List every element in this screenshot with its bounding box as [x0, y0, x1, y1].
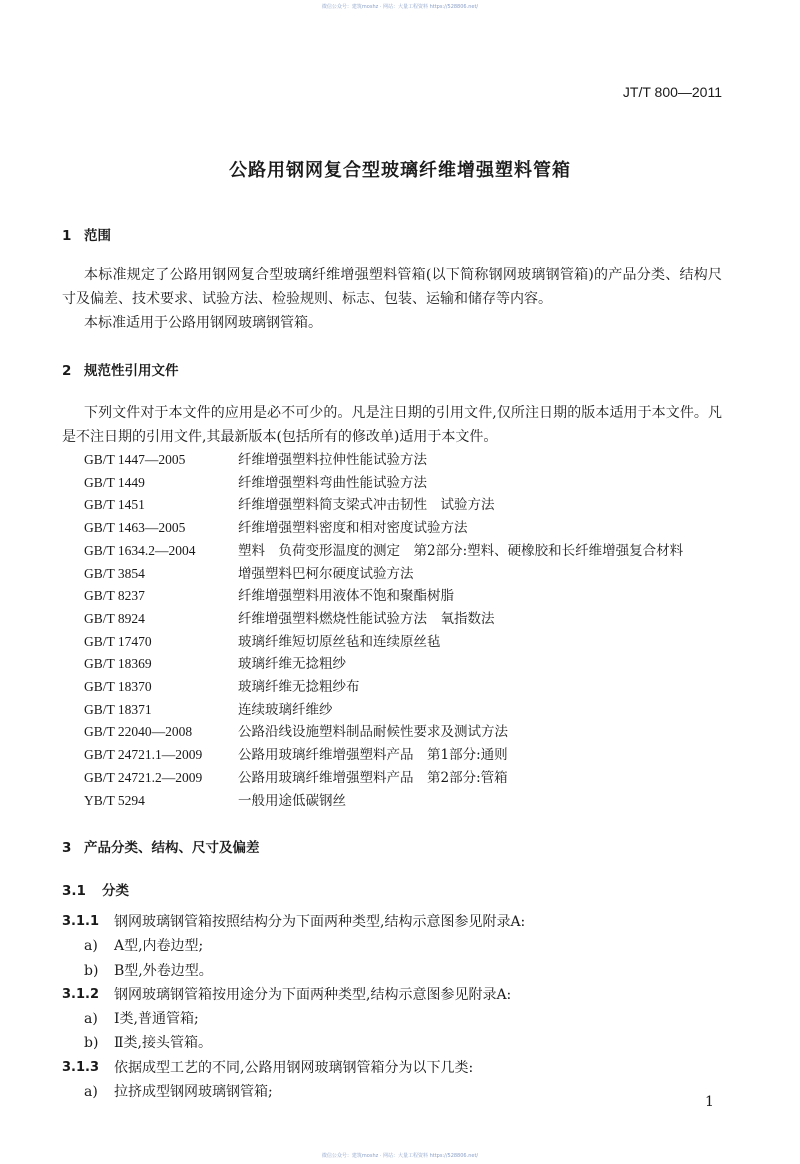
- reference-code: YB/T 5294: [84, 792, 145, 808]
- reference-title: 纤维增强塑料燃烧性能试验方法 氧指数法: [238, 610, 495, 627]
- list-item: [62, 1007, 525, 1031]
- section-number: 1: [62, 228, 72, 244]
- reference-item: [84, 676, 683, 699]
- section-title: 范围: [84, 228, 111, 244]
- document-title: 公路用钢网复合型玻璃纤维增强塑料管箱: [229, 160, 571, 181]
- page-number: 1: [705, 1094, 714, 1110]
- clause-text: 钢网玻璃钢管箱按照结构分为下面两种类型,结构示意图参见附录A:: [114, 914, 526, 930]
- reference-item: [84, 563, 683, 586]
- section-number: 3: [62, 840, 72, 856]
- section-3-1-heading: [62, 879, 129, 899]
- reference-item: [84, 608, 683, 631]
- section-3-1-body: [62, 910, 525, 1104]
- reference-code: GB/T 8237: [84, 588, 145, 604]
- reference-code: GB/T 1451: [84, 497, 145, 513]
- clause-number: 3.1.3: [62, 1059, 100, 1075]
- reference-title: 纤维增强塑料密度和相对密度试验方法: [238, 520, 468, 537]
- reference-item: [84, 631, 683, 654]
- reference-code: GB/T 3854: [84, 565, 145, 581]
- section-3-heading: [62, 836, 260, 856]
- item-label: a): [84, 1084, 98, 1101]
- reference-item: [84, 585, 683, 608]
- reference-code: GB/T 1447—2005: [84, 452, 186, 467]
- reference-code: GB/T 24721.2—2009: [84, 769, 203, 785]
- clause-number: 3.1.2: [62, 986, 100, 1002]
- paragraph: 下列文件对于本文件的应用是必不可少的。凡是注日期的引用文件,仅所注日期的版本适用于本文件。凡是不注日期的引用文件,其最新版本(包括所有的修改单)适用于本文件。: [62, 405, 722, 445]
- reference-title: 增强塑料巴柯尔硬度试验方法: [238, 565, 414, 582]
- reference-item: [84, 472, 683, 495]
- reference-code: GB/T 17470: [84, 633, 152, 649]
- section-title: 分类: [102, 883, 129, 899]
- reference-item: [84, 721, 683, 744]
- reference-code: GB/T 1463—2005: [84, 520, 186, 536]
- normative-references-list: [84, 449, 683, 812]
- section-2-body: [62, 401, 722, 449]
- list-item: [62, 959, 525, 983]
- reference-title: 公路沿线设施塑料制品耐候性要求及测试方法: [238, 724, 508, 741]
- section-number: 3.1: [62, 883, 86, 899]
- section-title: 规范性引用文件: [84, 363, 179, 379]
- reference-title: 纤维增强塑料用液体不饱和聚酯树脂: [238, 588, 454, 605]
- reference-item: [84, 744, 683, 767]
- clause-3-1-3: [62, 1056, 525, 1080]
- reference-code: GB/T 18369: [84, 656, 152, 672]
- reference-title: 塑料 负荷变形温度的测定 第2部分:塑料、硬橡胶和长纤维增强复合材料: [238, 542, 684, 559]
- reference-code: GB/T 18370: [84, 679, 152, 695]
- reference-item: [84, 767, 683, 790]
- reference-title: 连续玻璃纤维纱: [238, 701, 333, 718]
- section-1-heading: [62, 224, 111, 244]
- reference-code: GB/T 1449: [84, 474, 145, 490]
- paragraph: 本标准适用于公路用钢网玻璃钢管箱。: [84, 315, 322, 331]
- clause-text: 钢网玻璃钢管箱按用途分为下面两种类型,结构示意图参见附录A:: [114, 986, 512, 1003]
- reference-code: GB/T 1634.2—2004: [84, 542, 196, 558]
- reference-item: [84, 517, 683, 540]
- item-text: B型,外卷边型。: [114, 962, 213, 979]
- section-title: 产品分类、结构、尺寸及偏差: [84, 840, 260, 856]
- reference-item: [84, 540, 683, 563]
- reference-title: 公路用玻璃纤维增强塑料产品 第2部分:管箱: [238, 769, 508, 786]
- section-2-heading: [62, 359, 179, 379]
- watermark-top: 微信公众号：建筑moshz · 网站：大量工程资料 https://528806.net/: [321, 4, 479, 10]
- reference-title: 公路用玻璃纤维增强塑料产品 第1部分:通则: [238, 747, 508, 764]
- watermark-bottom: 微信公众号：建筑moshz · 网站：大量工程资料 https://528806.net/: [321, 1153, 479, 1159]
- reference-title: 玻璃纤维无捻粗纱布: [238, 679, 360, 696]
- list-item: [62, 1031, 525, 1055]
- clause-text: 依据成型工艺的不同,公路用钢网玻璃钢管箱分为以下几类:: [114, 1059, 474, 1076]
- standard-code-header: JT/T 800—2011: [622, 84, 722, 100]
- item-label: b): [84, 962, 99, 979]
- reference-title: 纤维增强塑料简支梁式冲击韧性 试验方法: [238, 497, 495, 514]
- clause-number: 3.1.1: [62, 914, 100, 929]
- reference-title: 玻璃纤维无捻粗纱: [238, 656, 346, 673]
- section-number: 2: [62, 363, 72, 379]
- reference-code: GB/T 24721.1—2009: [84, 747, 203, 763]
- clause-3-1-2: [62, 983, 525, 1007]
- item-text: 拉挤成型钢网玻璃钢管箱;: [114, 1084, 273, 1101]
- item-text: Ⅰ类,普通管箱;: [114, 1011, 199, 1028]
- item-label: a): [84, 938, 98, 955]
- section-1-body: [62, 263, 722, 335]
- reference-item: [84, 494, 683, 517]
- list-item: [62, 1080, 525, 1104]
- item-label: b): [84, 1035, 99, 1052]
- reference-item: [84, 790, 683, 813]
- item-label: a): [84, 1011, 98, 1028]
- reference-code: GB/T 18371: [84, 701, 152, 717]
- reference-item: [84, 699, 683, 722]
- reference-title: 玻璃纤维短切原丝毡和连续原丝毡: [238, 633, 441, 650]
- reference-title: 一般用途低碳钢丝: [238, 792, 346, 809]
- reference-code: GB/T 22040—2008: [84, 724, 193, 740]
- reference-title: 纤维增强塑料拉伸性能试验方法: [238, 452, 427, 468]
- clause-3-1-1: [62, 910, 525, 934]
- paragraph: 本标准规定了公路用钢网复合型玻璃纤维增强塑料管箱(以下简称钢网玻璃钢管箱)的产品分类、结构尺寸及偏差、技术要求、试验方法、检验规则、标志、包装、运输和储存等内容。: [62, 267, 722, 307]
- item-text: Ⅱ类,接头管箱。: [114, 1035, 212, 1052]
- reference-item: [84, 449, 683, 472]
- item-text: A型,内卷边型;: [114, 938, 204, 955]
- list-item: [62, 934, 525, 958]
- reference-code: GB/T 8924: [84, 610, 145, 626]
- reference-title: 纤维增强塑料弯曲性能试验方法: [238, 474, 427, 491]
- reference-item: [84, 653, 683, 676]
